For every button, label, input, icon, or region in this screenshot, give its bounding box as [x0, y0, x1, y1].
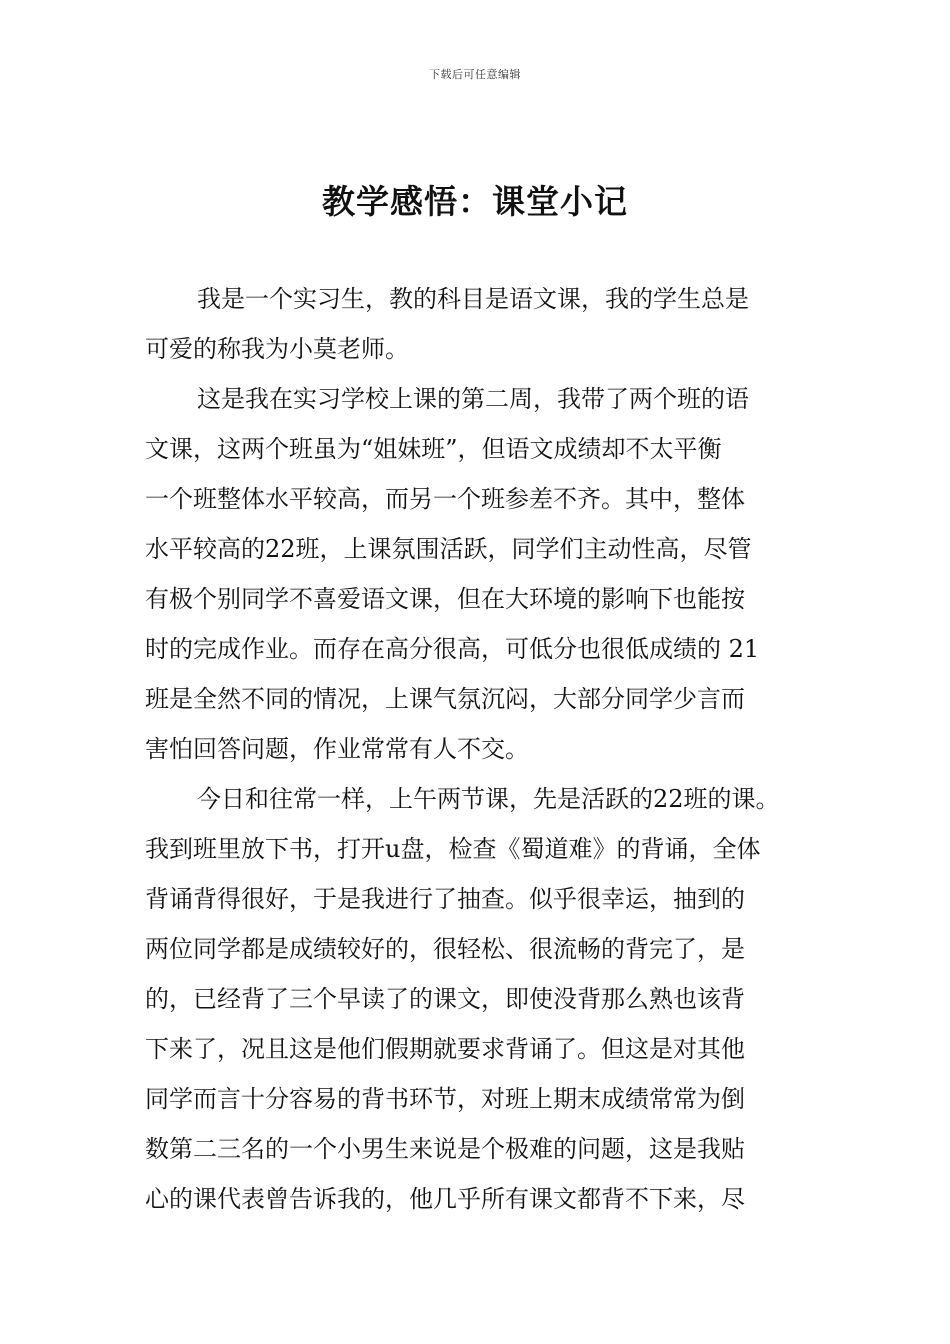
paragraph-line: 两位同学都是成绩较好的，很轻松、很流畅的背完了，是: [145, 935, 745, 963]
paragraph-line: 水平较高的22班，上课氛围活跃，同学们主动性高，尽管: [145, 535, 752, 563]
document-title: 教学感悟：课堂小记: [322, 182, 628, 221]
paragraph-line: 下来了，况且这是他们假期就要求背诵了。但这是对其他: [145, 1035, 745, 1063]
paragraph-2: [145, 374, 845, 774]
paragraph-line: 心的课代表曾告诉我的，他几乎所有课文都背不下来，尽: [145, 1185, 745, 1213]
paragraph-3: [145, 774, 845, 1224]
header-note: 下载后可任意编辑: [429, 68, 521, 81]
paragraph-line: 数第二三名的一个小男生来说是个极难的问题，这是我贴: [145, 1135, 745, 1163]
paragraph-line: 今日和往常一样，上午两节课，先是活跃的22班的课。: [197, 785, 780, 813]
paragraph-line: 我到班里放下书，打开u盘，检查《蜀道难》的背诵，全体: [145, 835, 761, 863]
paragraph-line: 的，已经背了三个早读了的课文，即使没背那么熟也该背: [145, 985, 745, 1013]
paragraph-line: 一个班整体水平较高，而另一个班参差不齐。其中，整体: [145, 485, 745, 513]
paragraph-line: 我是一个实习生，教的科目是语文课，我的学生总是: [197, 285, 749, 313]
paragraph-1: [145, 274, 845, 374]
paragraph-line: 有极个别同学不喜爱语文课，但在大环境的影响下也能按: [145, 585, 745, 613]
paragraph-line: 时的完成作业。而存在高分很高，可低分也很低成绩的 21: [145, 635, 760, 663]
paragraph-line: 背诵背得很好，于是我进行了抽查。似乎很幸运，抽到的: [145, 885, 745, 913]
paragraph-line: 文课，这两个班虽为“姐妹班”，但语文成绩却不太平衡: [145, 435, 722, 463]
document-body: [145, 274, 845, 1224]
paragraph-line: 这是我在实习学校上课的第二周，我带了两个班的语: [197, 385, 749, 413]
paragraph-line: 同学而言十分容易的背书环节，对班上期末成绩常常为倒: [145, 1085, 745, 1113]
paragraph-line: 可爱的称我为小莫老师。: [145, 335, 409, 363]
paragraph-line: 班是全然不同的情况，上课气氛沉闷，大部分同学少言而: [145, 685, 745, 713]
paragraph-line: 害怕回答问题，作业常常有人不交。: [145, 735, 529, 763]
